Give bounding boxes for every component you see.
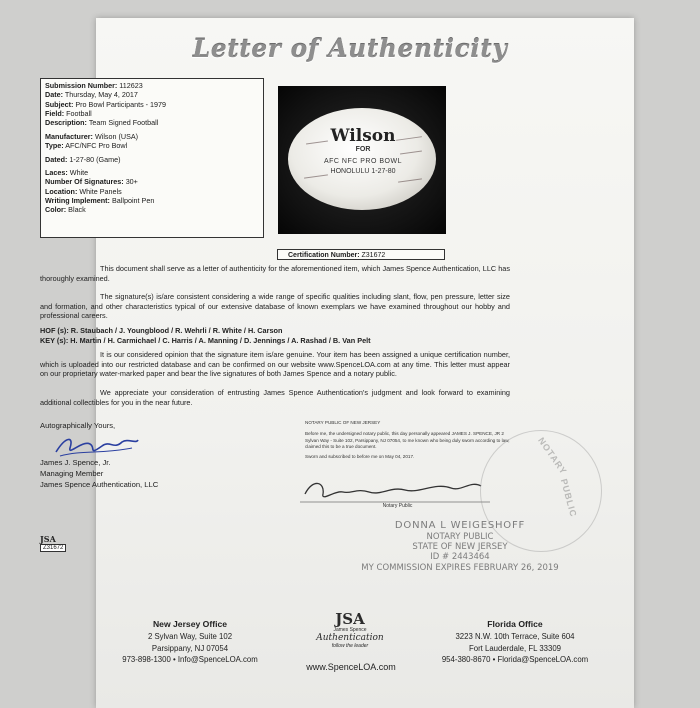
notary-block — [305, 420, 510, 460]
detail-row: Field: Football — [45, 109, 92, 119]
detail-row: Description: Team Signed Football — [45, 118, 159, 128]
website-link[interactable]: www.SpenceLOA.com — [306, 662, 396, 672]
football-brand: Wilson — [330, 126, 396, 146]
detail-row: Submission Number: 112623 — [45, 81, 143, 90]
notary-stamp-title: NOTARY PUBLIC — [426, 532, 494, 542]
certification-number-box: Certification Number: Z31672 — [277, 249, 445, 260]
nj-office-heading: New Jersey Office — [152, 619, 228, 629]
notary-embossed-seal: NOTARY PUBLIC — [480, 430, 602, 552]
football-image — [288, 108, 436, 210]
hof-signers: HOF (s): R. Staubach / J. Youngblood / R. Wehrli / R. White / H. Carson — [40, 326, 283, 335]
notary-heading: NOTARY PUBLIC OF NEW JERSEY — [305, 420, 381, 425]
item-details-box — [40, 78, 264, 238]
fl-office: Florida Office 3223 N.W. 10th Terrace, Suite 604 Fort Lauderdale, FL 33309 954-380-8670 • Florida@SpenceLOA.com — [425, 618, 605, 666]
notary-text: Before me, the undersigned notary public, this day personally appeared JAMES J. SPENCE, JR 2 Sylvan Way - Suite 102, Parsippany, NJ 07054, to me known who being duly sworn according to law, claimed this to be a true document. — [305, 431, 510, 450]
football-inscription-2: HONOLULU 1-27-80 — [330, 168, 396, 175]
detail-row: Dated: 1-27-80 (Game) — [45, 154, 121, 164]
letter-title: Letter of Authenticity — [192, 34, 508, 63]
signer-company: James Spence Authentication, LLC — [40, 480, 159, 489]
detail-row: Type: AFC/NFC Pro Bowl — [45, 141, 128, 151]
paragraph-analysis: The signature(s) is/are consistent considering a wide range of specific qualities including slant, flow, pen pressure, letter size and formation, and other characteristics typical of our extensive database of known exemplars we have examined throughout our hobby and professional careers. — [40, 292, 510, 321]
detail-row: Writing Implement: Ballpoint Pen — [45, 195, 155, 205]
key-signers: KEY (s): H. Martin / H. Carmichael / C. Harris / A. Manning / D. Jennings / A. Rashad / B. Van Pelt — [40, 336, 371, 345]
paragraph-intro: This document shall serve as a letter of authenticity for the aforementioned item, which James Spence Authentication, LLC has thoroughly examined. — [40, 264, 510, 283]
notary-sworn: Sworn and subscribed to before me on May 04, 2017. — [305, 453, 415, 459]
football-for-text: FOR — [355, 146, 371, 153]
jsa-logo: JSA James Spence Authentication follow the leader — [316, 610, 384, 649]
paragraph-appreciation: We appreciate your consideration of entrusting James Spence Authentication's judgment and look forward to examining additional collectibles for you in the near future. — [40, 388, 510, 407]
notary-stamp-id: ID # 2443464 — [430, 552, 490, 563]
jsa-stamp-logo: JSA — [40, 534, 56, 544]
spence-signature — [52, 432, 142, 460]
detail-row: Subject: Pro Bowl Participants - 1979 — [45, 99, 167, 109]
notary-stamp-name: DONNA L WEIGESHOFF — [394, 520, 526, 531]
closing-text: Autographically Yours, — [40, 421, 116, 430]
signer-role: Managing Member — [40, 469, 104, 478]
detail-row: Manufacturer: Wilson (USA) — [45, 131, 139, 141]
notary-signature-label: Notary Public — [382, 503, 413, 509]
jsa-hologram-stamp — [40, 534, 96, 556]
detail-row: Number Of Signatures: 30+ — [45, 177, 138, 187]
detail-row: Laces: White — [45, 167, 89, 177]
notary-stamp-expires: MY COMMISSION EXPIRES FEBRUARY 26, 2019 — [361, 562, 559, 573]
detail-row: Color: Black — [45, 205, 86, 215]
signer-name: James J. Spence, Jr. — [40, 458, 111, 467]
detail-row: Date: Thursday, May 4, 2017 — [45, 90, 138, 100]
fl-office-heading: Florida Office — [487, 619, 543, 629]
jsa-stamp-number: Z31672 — [40, 544, 66, 552]
paragraph-opinion: It is our considered opinion that the signature item is/are genuine. Your item has been assigned a unique certification number, which is uploaded into our restricted database and can be confirmed on our website www.SpenceLOA.com at any time. This letter must appear on our proprietary water-marked paper and bear the live signatures of both James Spence and a notary public. — [40, 350, 510, 379]
football-inscription-1: AFC NFC PRO BOWL — [323, 158, 402, 165]
nj-office: New Jersey Office 2 Sylvan Way, Suite 102 Parsippany, NJ 07054 973-898-1300 • Info@SpenceLOA.com — [110, 618, 270, 666]
notary-stamp-state: STATE OF NEW JERSEY — [412, 542, 508, 553]
detail-row: Location: White Panels — [45, 186, 122, 196]
football-photo — [278, 86, 446, 234]
